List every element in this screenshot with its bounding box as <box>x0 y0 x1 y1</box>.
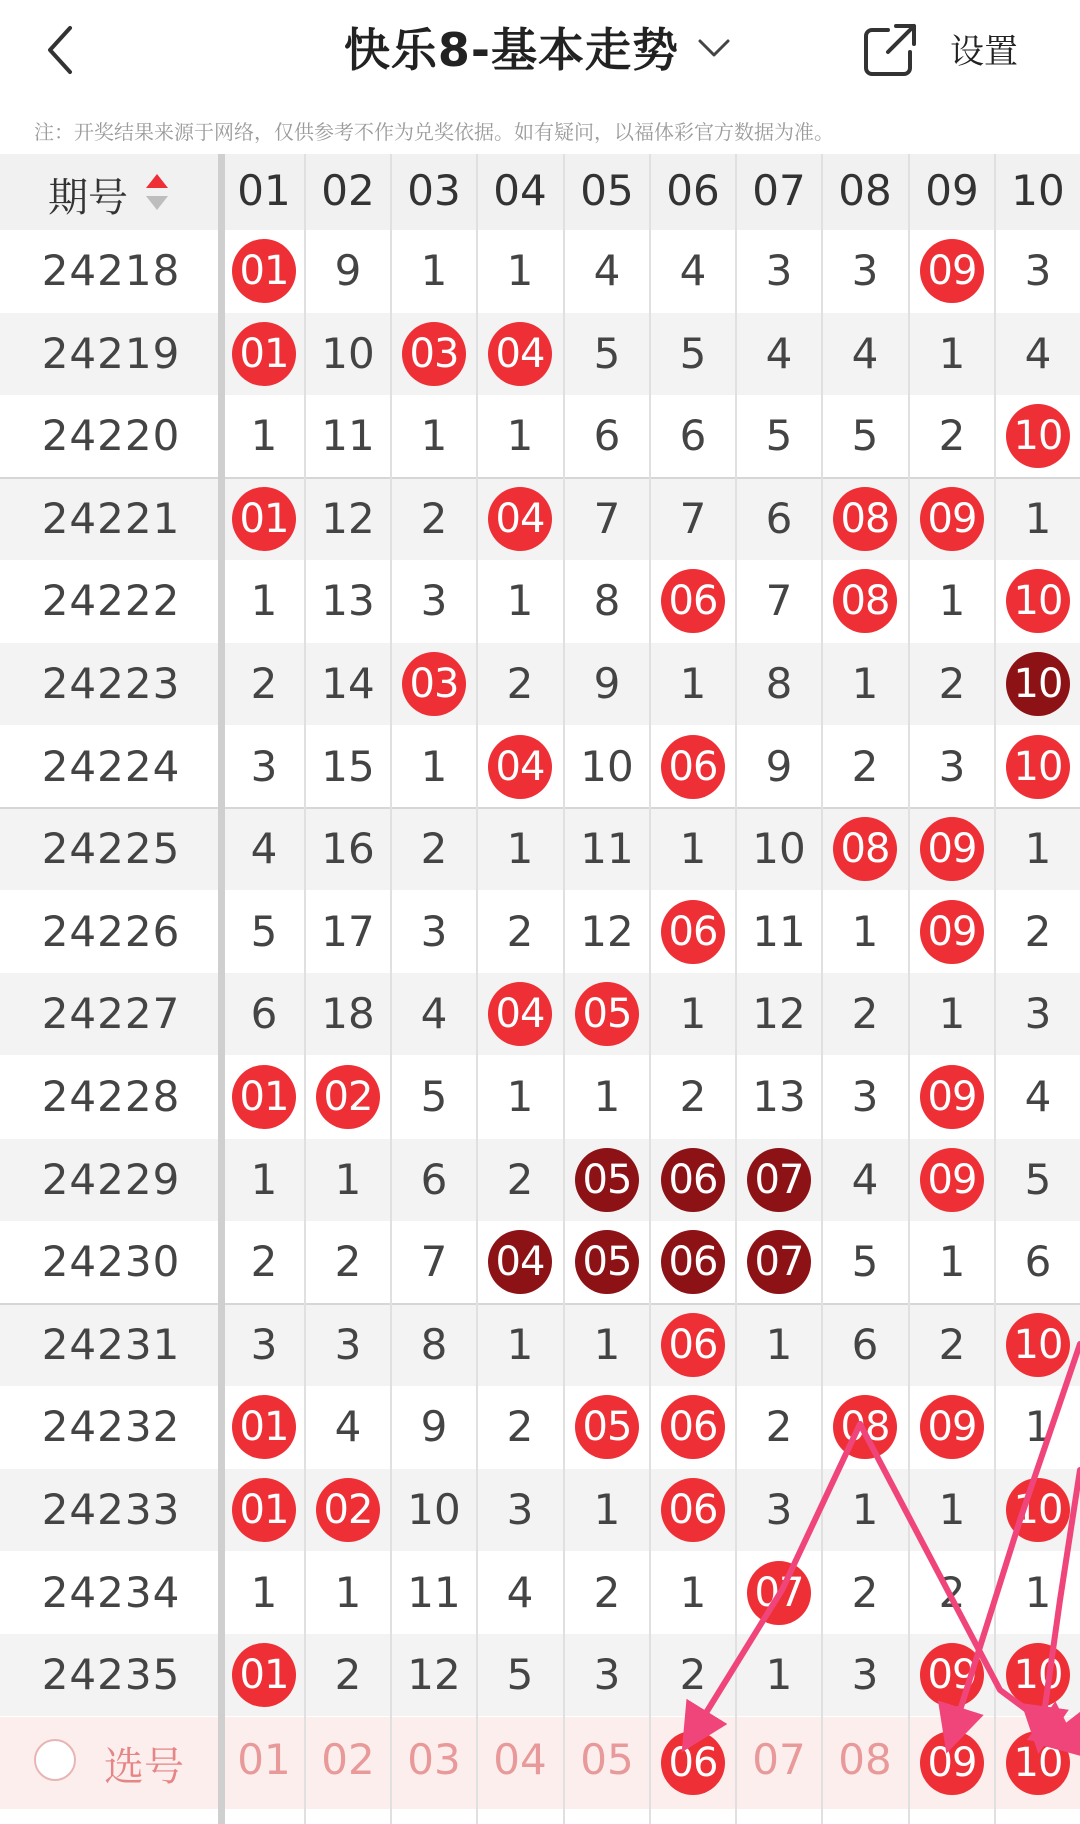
miss-count: 1 <box>420 741 448 791</box>
drawn-number-ball: 01 <box>232 1643 296 1707</box>
miss-count: 3 <box>250 741 278 791</box>
miss-count: 11 <box>580 824 634 874</box>
miss-count: 3 <box>851 246 879 295</box>
miss-count: 7 <box>420 1237 448 1287</box>
miss-count: 7 <box>593 493 621 543</box>
select-number-option[interactable]: 08 <box>838 1734 892 1784</box>
miss-count: 6 <box>420 1154 448 1204</box>
miss-count: 3 <box>851 1650 879 1700</box>
miss-count: 3 <box>250 1319 278 1369</box>
drawn-number-ball: 01 <box>232 322 296 386</box>
selected-number-ball[interactable]: 10 <box>1006 1731 1070 1795</box>
column-divider <box>476 154 478 1824</box>
miss-count: 1 <box>679 659 707 708</box>
miss-count: 1 <box>851 659 879 708</box>
column-divider <box>563 154 565 1824</box>
table-header-row <box>0 154 1080 230</box>
table-row <box>0 808 1080 890</box>
miss-count: 3 <box>765 1485 793 1534</box>
sort-icon[interactable] <box>144 172 170 212</box>
selected-number-ball[interactable]: 06 <box>661 1731 725 1795</box>
miss-count: 9 <box>420 1402 448 1452</box>
miss-count: 6 <box>679 411 707 461</box>
table-row <box>0 973 1080 1055</box>
miss-count: 1 <box>765 1650 793 1700</box>
column-header: 09 <box>925 166 979 215</box>
miss-count: 1 <box>593 1485 621 1534</box>
column-header: 07 <box>752 166 806 215</box>
miss-count: 1 <box>506 824 534 874</box>
column-header: 04 <box>493 166 547 215</box>
miss-count: 4 <box>506 1567 534 1617</box>
period-number: 24234 <box>41 1567 181 1617</box>
table-row <box>0 230 1080 312</box>
table-row <box>0 478 1080 560</box>
miss-count: 12 <box>407 1650 461 1700</box>
drawn-number-ball: 04 <box>488 322 552 386</box>
miss-count: 2 <box>851 741 879 791</box>
miss-count: 1 <box>250 1567 278 1617</box>
miss-count: 1 <box>334 1154 362 1204</box>
miss-count: 1 <box>593 1072 621 1121</box>
miss-count: 11 <box>321 411 375 461</box>
period-number: 24220 <box>41 411 181 461</box>
drawn-number-ball: 05 <box>575 1230 639 1294</box>
period-number: 24218 <box>41 246 181 295</box>
miss-count: 1 <box>250 411 278 461</box>
period-number: 24231 <box>41 1319 181 1369</box>
miss-count: 4 <box>593 246 621 295</box>
group-divider <box>0 807 1080 809</box>
table-row <box>0 1139 1080 1221</box>
table-row <box>0 313 1080 395</box>
drawn-number-ball: 04 <box>488 735 552 799</box>
table-row <box>0 395 1080 477</box>
drawn-number-ball: 06 <box>661 1395 725 1459</box>
miss-count: 2 <box>334 1650 362 1700</box>
miss-count: 1 <box>420 246 448 295</box>
drawn-number-ball: 10 <box>1006 652 1070 716</box>
drawn-number-ball: 04 <box>488 982 552 1046</box>
drawn-number-ball: 06 <box>661 1148 725 1212</box>
drawn-number-ball: 08 <box>833 1395 897 1459</box>
select-number-option[interactable]: 01 <box>237 1734 291 1784</box>
miss-count: 2 <box>250 659 278 708</box>
miss-count: 2 <box>938 1319 966 1369</box>
miss-count: 6 <box>851 1319 879 1369</box>
drawn-number-ball: 06 <box>661 1313 725 1377</box>
period-number: 24226 <box>41 906 181 956</box>
drawn-number-ball: 05 <box>575 982 639 1046</box>
miss-count: 18 <box>321 989 375 1039</box>
table-row <box>0 1056 1080 1138</box>
app-header <box>0 0 1080 100</box>
miss-count: 1 <box>938 1237 966 1287</box>
drawn-number-ball: 09 <box>920 900 984 964</box>
table-row <box>0 1304 1080 1386</box>
select-number-label: 选号 <box>104 1743 184 1790</box>
column-header: 05 <box>580 166 634 215</box>
drawn-number-ball: 01 <box>232 1065 296 1129</box>
miss-count: 1 <box>1024 1567 1052 1617</box>
miss-count: 4 <box>851 1154 879 1204</box>
column-divider <box>304 154 306 1824</box>
miss-count: 9 <box>593 659 621 708</box>
miss-count: 2 <box>506 1402 534 1452</box>
drawn-number-ball: 06 <box>661 569 725 633</box>
drawn-number-ball: 02 <box>316 1478 380 1542</box>
column-divider-main <box>218 154 225 1824</box>
miss-count: 1 <box>679 989 707 1039</box>
miss-count: 1 <box>679 1567 707 1617</box>
miss-count: 8 <box>420 1319 448 1369</box>
disclaimer-notice: 注：开奖结果来源于网络，仅供参考不作为兑奖依据。如有疑问，以福体彩官方数据为准。 <box>34 120 834 144</box>
period-number: 24219 <box>41 328 181 378</box>
miss-count: 13 <box>752 1072 806 1121</box>
select-all-radio[interactable] <box>34 1739 76 1781</box>
miss-count: 2 <box>593 1567 621 1617</box>
drawn-number-ball: 03 <box>402 322 466 386</box>
miss-count: 6 <box>250 989 278 1039</box>
miss-count: 12 <box>752 989 806 1039</box>
period-number: 24223 <box>41 659 181 708</box>
miss-count: 5 <box>679 328 707 378</box>
miss-count: 4 <box>765 328 793 378</box>
column-header: 03 <box>407 166 461 215</box>
miss-count: 3 <box>420 576 448 626</box>
miss-count: 7 <box>765 576 793 626</box>
miss-count: 1 <box>506 1072 534 1121</box>
drawn-number-ball: 04 <box>488 1230 552 1294</box>
column-divider <box>994 154 996 1824</box>
miss-count: 2 <box>1024 906 1052 956</box>
miss-count: 2 <box>334 1237 362 1287</box>
miss-count: 11 <box>407 1567 461 1617</box>
drawn-number-ball: 04 <box>488 487 552 551</box>
group-divider <box>0 1303 1080 1305</box>
miss-count: 1 <box>250 576 278 626</box>
page-title: 快乐8-基本走势 <box>343 23 679 77</box>
period-number: 24222 <box>41 576 181 626</box>
miss-count: 2 <box>679 1072 707 1121</box>
drawn-number-ball: 10 <box>1006 1313 1070 1377</box>
miss-count: 1 <box>1024 824 1052 874</box>
select-number-option[interactable]: 03 <box>407 1734 461 1784</box>
table-row <box>0 1552 1080 1634</box>
miss-count: 5 <box>250 906 278 956</box>
drawn-number-ball: 06 <box>661 1230 725 1294</box>
drawn-number-ball: 08 <box>833 817 897 881</box>
miss-count: 10 <box>321 328 375 378</box>
miss-count: 4 <box>334 1402 362 1452</box>
miss-count: 4 <box>420 989 448 1039</box>
miss-count: 1 <box>250 1154 278 1204</box>
miss-count: 12 <box>321 493 375 543</box>
table-row <box>0 1634 1080 1716</box>
miss-count: 3 <box>420 906 448 956</box>
select-number-option[interactable]: 04 <box>493 1734 547 1784</box>
miss-count: 15 <box>321 741 375 791</box>
miss-count: 2 <box>765 1402 793 1452</box>
drawn-number-ball: 10 <box>1006 569 1070 633</box>
miss-count: 4 <box>851 328 879 378</box>
miss-count: 1 <box>1024 1402 1052 1452</box>
table-row <box>0 1386 1080 1468</box>
miss-count: 2 <box>679 1650 707 1700</box>
miss-count: 13 <box>321 576 375 626</box>
drawn-number-ball: 07 <box>747 1230 811 1294</box>
group-divider <box>0 477 1080 479</box>
column-divider <box>649 154 651 1824</box>
drawn-number-ball: 09 <box>920 1065 984 1129</box>
period-number: 24224 <box>41 741 181 791</box>
period-number: 24232 <box>41 1402 181 1452</box>
drawn-number-ball: 01 <box>232 487 296 551</box>
column-header: 10 <box>1011 166 1065 215</box>
drawn-number-ball: 09 <box>920 1643 984 1707</box>
select-number-row <box>0 1717 1080 1809</box>
drawn-number-ball: 08 <box>833 487 897 551</box>
miss-count: 9 <box>765 741 793 791</box>
miss-count: 5 <box>593 328 621 378</box>
miss-count: 1 <box>679 824 707 874</box>
column-divider <box>908 154 910 1824</box>
miss-count: 1 <box>334 1567 362 1617</box>
drawn-number-ball: 09 <box>920 239 984 303</box>
miss-count: 9 <box>334 246 362 295</box>
miss-count: 5 <box>765 411 793 461</box>
period-number: 24225 <box>41 824 181 874</box>
miss-count: 1 <box>506 411 534 461</box>
period-number: 24228 <box>41 1072 181 1121</box>
drawn-number-ball: 10 <box>1006 404 1070 468</box>
miss-count: 10 <box>407 1485 461 1534</box>
drawn-number-ball: 09 <box>920 817 984 881</box>
miss-count: 1 <box>1024 493 1052 543</box>
miss-count: 10 <box>752 824 806 874</box>
miss-count: 2 <box>938 411 966 461</box>
miss-count: 1 <box>593 1319 621 1369</box>
miss-count: 3 <box>1024 989 1052 1039</box>
miss-count: 12 <box>580 906 634 956</box>
table-row <box>0 1221 1080 1303</box>
column-divider <box>390 154 392 1824</box>
miss-count: 6 <box>1024 1237 1052 1287</box>
miss-count: 4 <box>1024 1072 1052 1121</box>
drawn-number-ball: 05 <box>575 1148 639 1212</box>
period-header: 期号 <box>48 175 128 221</box>
miss-count: 8 <box>593 576 621 626</box>
column-divider <box>821 154 823 1824</box>
chevron-down-icon <box>692 27 736 67</box>
miss-count: 1 <box>506 576 534 626</box>
select-number-option[interactable]: 07 <box>752 1734 806 1784</box>
table-row <box>0 560 1080 642</box>
period-number: 24229 <box>41 1154 181 1204</box>
miss-count: 2 <box>420 824 448 874</box>
miss-count: 1 <box>851 906 879 956</box>
miss-count: 7 <box>679 493 707 543</box>
miss-count: 3 <box>765 246 793 295</box>
miss-count: 5 <box>1024 1154 1052 1204</box>
miss-count: 1 <box>938 576 966 626</box>
miss-count: 8 <box>765 659 793 708</box>
drawn-number-ball: 01 <box>232 1395 296 1459</box>
period-number: 24227 <box>41 989 181 1039</box>
drawn-number-ball: 07 <box>747 1561 811 1625</box>
drawn-number-ball: 08 <box>833 569 897 633</box>
select-number-option[interactable]: 02 <box>321 1734 375 1784</box>
miss-count: 5 <box>851 411 879 461</box>
table-row <box>0 891 1080 973</box>
miss-count: 1 <box>506 1319 534 1369</box>
miss-count: 2 <box>506 906 534 956</box>
miss-count: 3 <box>1024 246 1052 295</box>
miss-count: 1 <box>420 411 448 461</box>
miss-count: 4 <box>250 824 278 874</box>
miss-count: 4 <box>1024 328 1052 378</box>
share-icon[interactable] <box>858 18 922 82</box>
trend-table <box>0 154 1080 1824</box>
drawn-number-ball: 09 <box>920 1395 984 1459</box>
miss-count: 1 <box>851 1485 879 1534</box>
miss-count: 3 <box>593 1650 621 1700</box>
period-number: 24221 <box>41 493 181 543</box>
drawn-number-ball: 10 <box>1006 1478 1070 1542</box>
drawn-number-ball: 10 <box>1006 1643 1070 1707</box>
miss-count: 11 <box>752 906 806 956</box>
miss-count: 3 <box>938 741 966 791</box>
table-row <box>0 643 1080 725</box>
miss-count: 10 <box>580 741 634 791</box>
drawn-number-ball: 02 <box>316 1065 380 1129</box>
column-header: 01 <box>237 166 291 215</box>
drawn-number-ball: 01 <box>232 239 296 303</box>
period-number: 24235 <box>41 1650 181 1700</box>
drawn-number-ball: 06 <box>661 1478 725 1542</box>
miss-count: 4 <box>679 246 707 295</box>
miss-count: 1 <box>506 246 534 295</box>
drawn-number-ball: 06 <box>661 735 725 799</box>
miss-count: 2 <box>938 659 966 708</box>
miss-count: 14 <box>321 659 375 708</box>
period-number: 24230 <box>41 1237 181 1287</box>
miss-count: 2 <box>506 659 534 708</box>
miss-count: 6 <box>593 411 621 461</box>
miss-count: 2 <box>851 989 879 1039</box>
selected-number-ball[interactable]: 09 <box>920 1731 984 1795</box>
miss-count: 2 <box>420 493 448 543</box>
miss-count: 1 <box>938 989 966 1039</box>
miss-count: 16 <box>321 824 375 874</box>
miss-count: 2 <box>938 1567 966 1617</box>
drawn-number-ball: 09 <box>920 1148 984 1212</box>
miss-count: 1 <box>938 328 966 378</box>
miss-count: 5 <box>851 1237 879 1287</box>
miss-count: 6 <box>765 493 793 543</box>
drawn-number-ball: 09 <box>920 487 984 551</box>
miss-count: 1 <box>765 1319 793 1369</box>
miss-count: 2 <box>506 1154 534 1204</box>
miss-count: 17 <box>321 906 375 956</box>
table-row <box>0 726 1080 808</box>
drawn-number-ball: 01 <box>232 1478 296 1542</box>
drawn-number-ball: 06 <box>661 900 725 964</box>
miss-count: 3 <box>334 1319 362 1369</box>
miss-count: 3 <box>506 1485 534 1534</box>
miss-count: 2 <box>250 1237 278 1287</box>
miss-count: 3 <box>851 1072 879 1121</box>
column-divider <box>735 154 737 1824</box>
column-header: 08 <box>838 166 892 215</box>
column-header: 06 <box>666 166 720 215</box>
period-number: 24233 <box>41 1485 181 1534</box>
drawn-number-ball: 07 <box>747 1148 811 1212</box>
select-number-option[interactable]: 05 <box>580 1734 634 1784</box>
miss-count: 5 <box>420 1072 448 1121</box>
column-header: 02 <box>321 166 375 215</box>
table-row <box>0 1469 1080 1551</box>
drawn-number-ball: 10 <box>1006 735 1070 799</box>
miss-count: 5 <box>506 1650 534 1700</box>
settings-button[interactable]: 设置 <box>950 32 1018 72</box>
drawn-number-ball: 05 <box>575 1395 639 1459</box>
miss-count: 1 <box>938 1485 966 1534</box>
drawn-number-ball: 03 <box>402 652 466 716</box>
miss-count: 2 <box>851 1567 879 1617</box>
